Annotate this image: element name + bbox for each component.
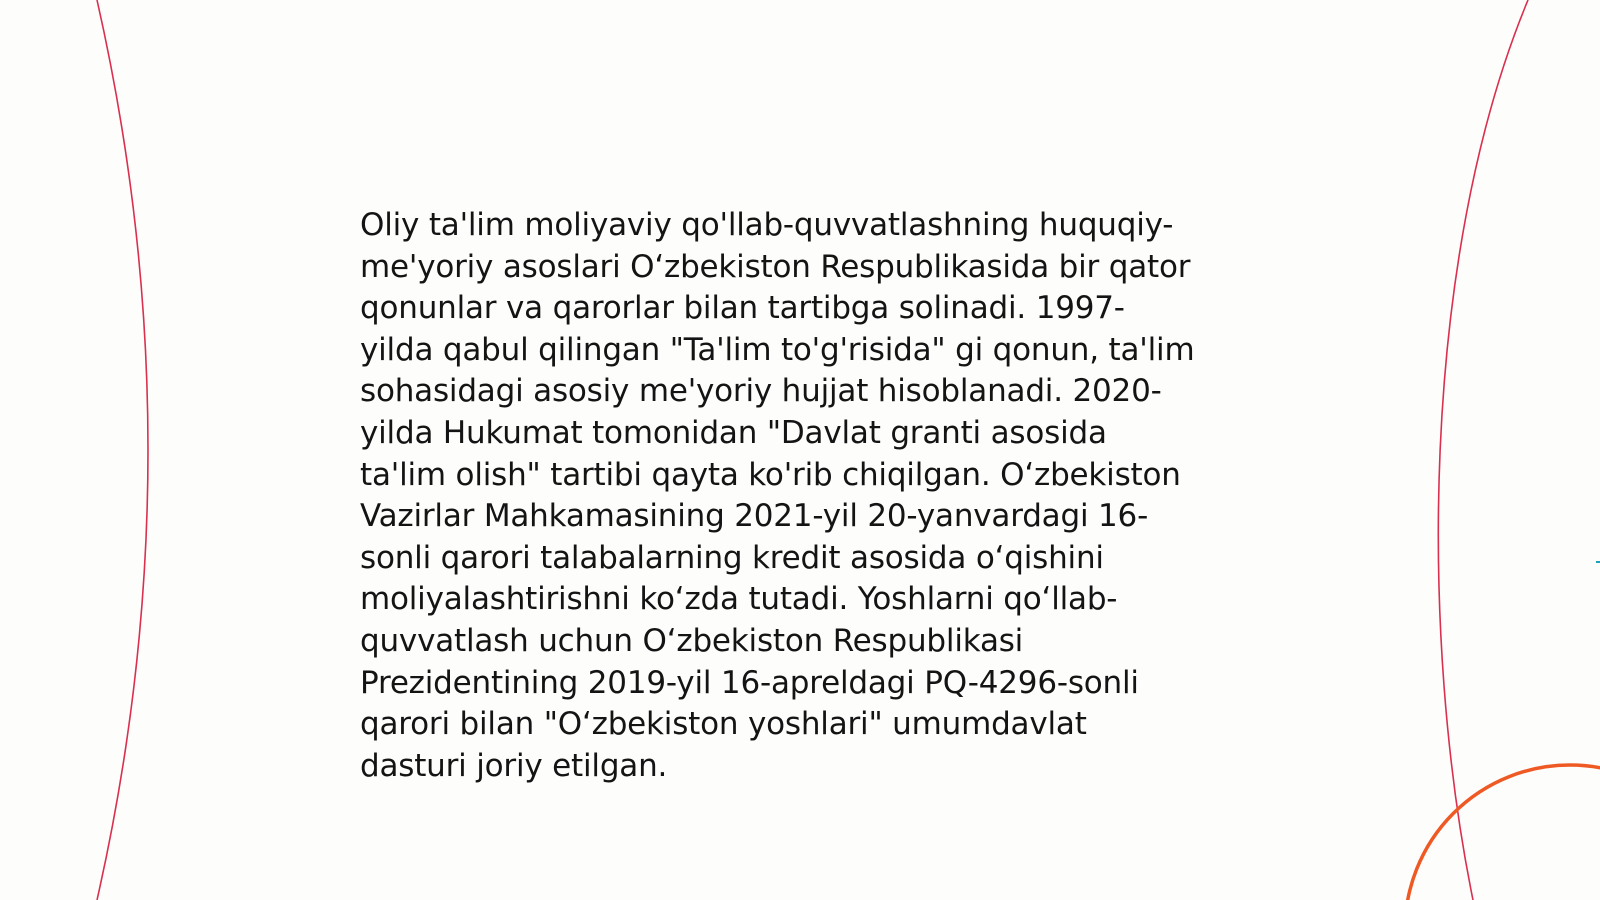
- orange-circle-arc: [1405, 765, 1600, 900]
- left-arc-line: [97, 0, 148, 900]
- body-paragraph: Oliy ta'lim moliyaviy qo'llab-quvvatlashning huquqiy- me'yoriy asoslari O‘zbekiston Respublikasida bir qator qonunlar va qarorlar bilan tartibga solinadi. 1997- yilda qabul qilingan "Ta'lim to'g'risida" gi qonun, ta'lim sohasidagi asosiy me'yoriy hujjat hisoblanadi. 2020- yilda Hukumat tomonidan "Davlat granti asosida ta'lim olish" tartibi qayta ko'rib chiqilgan. O‘zbekiston Vazirlar Mahkamasining 2021-yil 20-yanvardagi 16- sonli qarori talabalarning kredit asosida o‘qishini moliyalashtirishni ko‘zda tutadi. Yoshlarni qo‘llab- quvvatlash uchun O‘zbekiston Respublikasi Prezidentining 2019-yil 16-apreldagi PQ-4296-sonli qarori bilan "O‘zbekiston yoshlari" umumdavlat dasturi joriy etilgan.: [360, 207, 1195, 784]
- right-arc-line: [1438, 0, 1528, 900]
